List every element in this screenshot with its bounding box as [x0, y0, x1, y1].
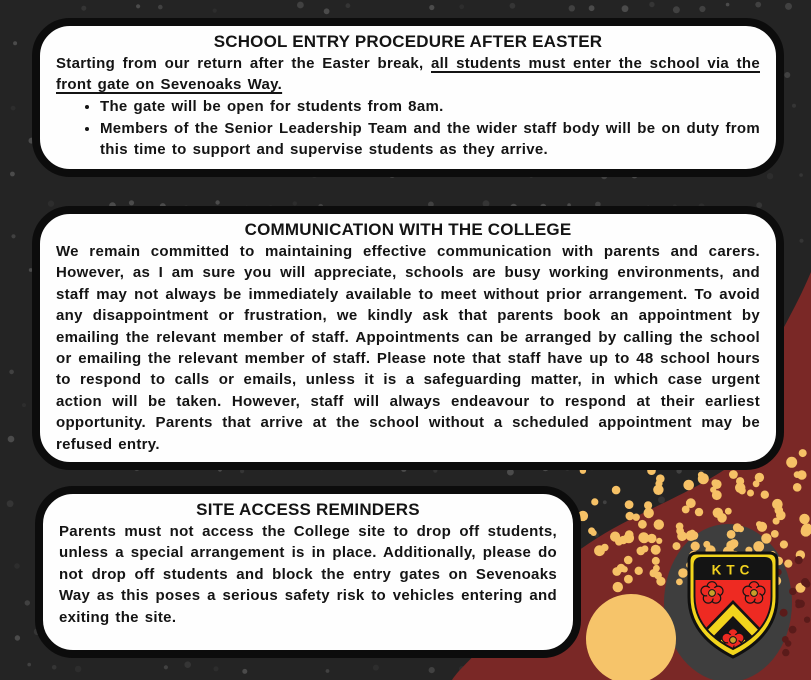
bullet-item: • Members of the Senior Leadership Team and the wider staff body will be on duty from this time to support and supervise students as they arrive. — [100, 118, 760, 162]
entry-procedure-bullet-list — [56, 96, 760, 161]
communication-card — [32, 206, 784, 470]
communication-paragraph: We remain committed to maintaining effective communication with parents and carers. However, as I am sure you will appreciate, schools are busy working environments, and staff may not always be immediately available to meet without prior arrangement. To avoid any disappointment or frustration, we kindly ask that parents book an appointment by emailing the relevant member of staff. Appointments can be arranged by calling the school or emailing the relevant member of staff. Please note that staff have up to 48 school hours to respond to calls or emails, unless it is a safeguarding matter, in which case urgent action will be taken. However, staff will always endeavour to respond at their earliest opportunity. Parents that arrive at the school without a scheduled appointment may be refused entry. — [56, 243, 760, 453]
entry-procedure-card — [32, 18, 784, 177]
underlined-text: all students must enter the school via the front gate on Sevenoaks Way. — [56, 55, 760, 94]
site-access-card — [35, 486, 581, 658]
site-access-title: SITE ACCESS REMINDERS — [196, 500, 420, 519]
site-access-paragraph: Parents must not access the College site to drop off students, unless a special arrangement is in place. Additionally, please do not drop off students and block the entry gates on Sevenoaks Way as this poses a serious safety risk to vehicles entering and exiting the site. — [59, 523, 557, 626]
gold-circle-decoration — [586, 594, 676, 680]
plain-text: Starting from our return after the Easter break, — [56, 55, 431, 72]
entry-procedure-title: SCHOOL ENTRY PROCEDURE AFTER EASTER — [213, 32, 603, 51]
ktc-monogram: KTC — [711, 562, 755, 578]
entry-procedure-paragraph — [56, 53, 760, 96]
bullet-item: • The gate will be open for students from 8am. — [100, 96, 760, 118]
communication-title: COMMUNICATION WITH THE COLLEGE — [244, 220, 572, 239]
